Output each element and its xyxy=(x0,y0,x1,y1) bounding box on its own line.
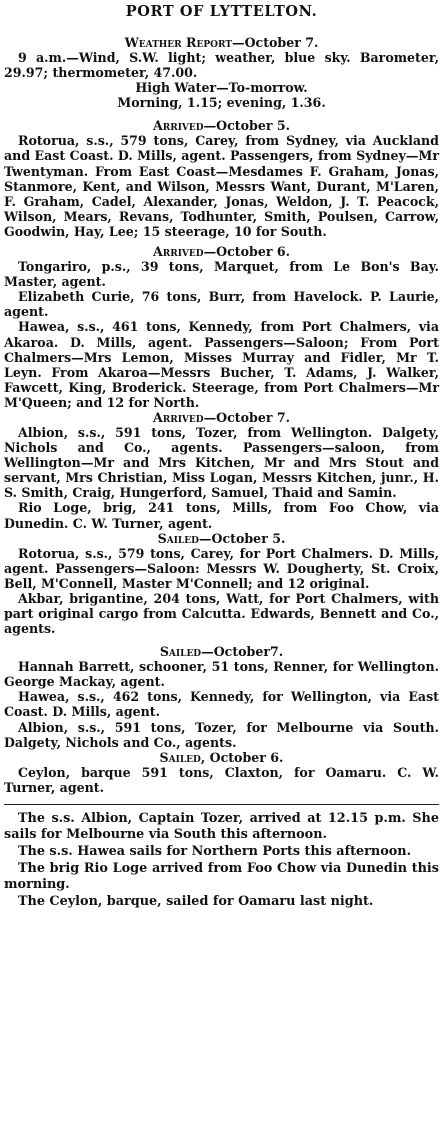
shipping-entry: Ceylon, barque 591 tons, Claxton, for Oamaru. C. W. Turner, agent. xyxy=(4,764,439,795)
heading-date: , October 6. xyxy=(200,749,284,765)
shipping-entry: Albion, s.s., 591 tons, Tozer, for Melbourne via South. Dalgety, Nichols and Co., agents. xyxy=(4,719,439,750)
shipping-notice: The s.s. Albion, Captain Tozer, arrived at 12.15 p.m. She sails for Melbourne via South this afternoon. xyxy=(4,810,439,842)
weather-line: High Water—To-morrow. xyxy=(135,80,308,96)
arrived-oct7-heading xyxy=(4,410,439,425)
heading-date: —October 6. xyxy=(203,244,291,260)
shipping-entry: Rotorua, s.s., 579 tons, Carey, for Port Chalmers. D. Mills, agent. Passengers—Saloon: Messrs W. Dougherty, St. Croix, Bell, M'Connell, Master M'Connell; and 12 original. xyxy=(4,545,439,591)
shipping-entry: Hannah Barrett, schooner, 51 tons, Renner, for Wellington. George Mackay, agent. xyxy=(4,659,439,690)
heading-date: —October 7. xyxy=(231,35,319,50)
weather-line: Morning, 1.15; evening, 1.36. xyxy=(117,95,326,111)
heading-label: Weather Report xyxy=(124,35,232,50)
heading-date: —October 5. xyxy=(203,118,291,134)
shipping-notice: The Ceylon, barque, sailed for Oamaru last night. xyxy=(18,893,374,909)
shipping-notice: The brig Rio Loge arrived from Foo Chow via Dunedin this morning. xyxy=(4,860,439,892)
shipping-entry: Hawea, s.s., 462 tons, Kennedy, for Wellington, via East Coast. D. Mills, agent. xyxy=(4,689,439,720)
shipping-entry: Rio Loge, brig, 241 tons, Mills, from Foo Chow, via Dunedin. C. W. Turner, agent. xyxy=(4,500,439,531)
heading-label: Arrived xyxy=(152,118,204,134)
shipping-entry: Akbar, brigantine, 204 tons, Watt, for Port Chalmers, with part original cargo from Calcutta. Edwards, Bennett and Co., agents. xyxy=(4,590,439,637)
heading-label: Arrived xyxy=(152,409,204,425)
weather-line: 9 a.m.—Wind, S.W. light; weather, blue sky. Barometer, 29.97; thermometer, 47.00. xyxy=(4,50,439,81)
arrived-oct6-heading xyxy=(4,244,439,259)
heading-date: —October 7. xyxy=(203,409,291,425)
sailed-oct5-heading xyxy=(4,531,439,546)
sailed-oct7-heading xyxy=(4,644,439,659)
shipping-entry: Albion, s.s., 591 tons, Tozer, from Wellington. Dalgety, Nichols and Co., agents. Passengers—saloon, from Wellington—Mr and Mrs Kitchen, Mr and Mrs Stout and servant, Mrs Christian, Miss Logan, Messrs Kitchen, junr., H. S. Smith, Craig, Hungerford, Samuel, Thaid and Samin. xyxy=(4,424,439,501)
heading-date: —October 5. xyxy=(198,530,286,546)
heading-label: Sailed xyxy=(159,644,202,660)
heading-label: Arrived xyxy=(152,244,204,260)
shipping-entry: Tongariro, p.s., 39 tons, Marquet, from Le Bon's Bay. Master, agent. xyxy=(4,259,439,290)
weather-report-heading xyxy=(4,35,439,50)
heading-label: Sailed xyxy=(157,530,199,546)
shipping-entry: Hawea, s.s., 461 tons, Kennedy, from Port Chalmers, via Akaroa. D. Mills, agent. Passengers—Saloon; From Port Chalmers—Mrs Lemon, Misses Murray and Fidler, Mr T. Leyn. From Akaroa—Messrs Bucher, T. Adams, J. Walker, Fawcett, King, Broderick. Steerage, from Port Chalmers—Mr M'Queen; and 12 for North. xyxy=(4,319,439,410)
sailed-oct6-heading xyxy=(4,750,439,765)
shipping-notice: The s.s. Hawea sails for Northern Ports this afternoon. xyxy=(18,843,412,859)
heading-date: —October7. xyxy=(201,644,284,660)
heading-label: Sailed xyxy=(159,749,201,765)
page-title: PORT OF LYTTELTON. xyxy=(125,3,318,20)
shipping-entry: Elizabeth Curie, 76 tons, Burr, from Havelock. P. Laurie, agent. xyxy=(4,289,439,320)
arrived-oct5-heading xyxy=(4,118,439,133)
shipping-entry: Rotorua, s.s., 579 tons, Carey, from Sydney, via Auckland and East Coast. D. Mills, agent. Passengers, from Sydney—Mr Twentyman. From East Coast—Mesdames F. Graham, Jonas, Stanmore, Kent, and Wilson, Messrs Want, Durant, M'Laren, F. Graham, Cadel, Alexander, Jonas, Weldon, J. T. Peacock, Wilson, Mears, Revans, Todhunter, Smith, Poulsen, Carrow, Goodwin, Hay, Lee; 15 steerage, 10 for South. xyxy=(4,133,439,239)
section-divider xyxy=(4,804,439,805)
